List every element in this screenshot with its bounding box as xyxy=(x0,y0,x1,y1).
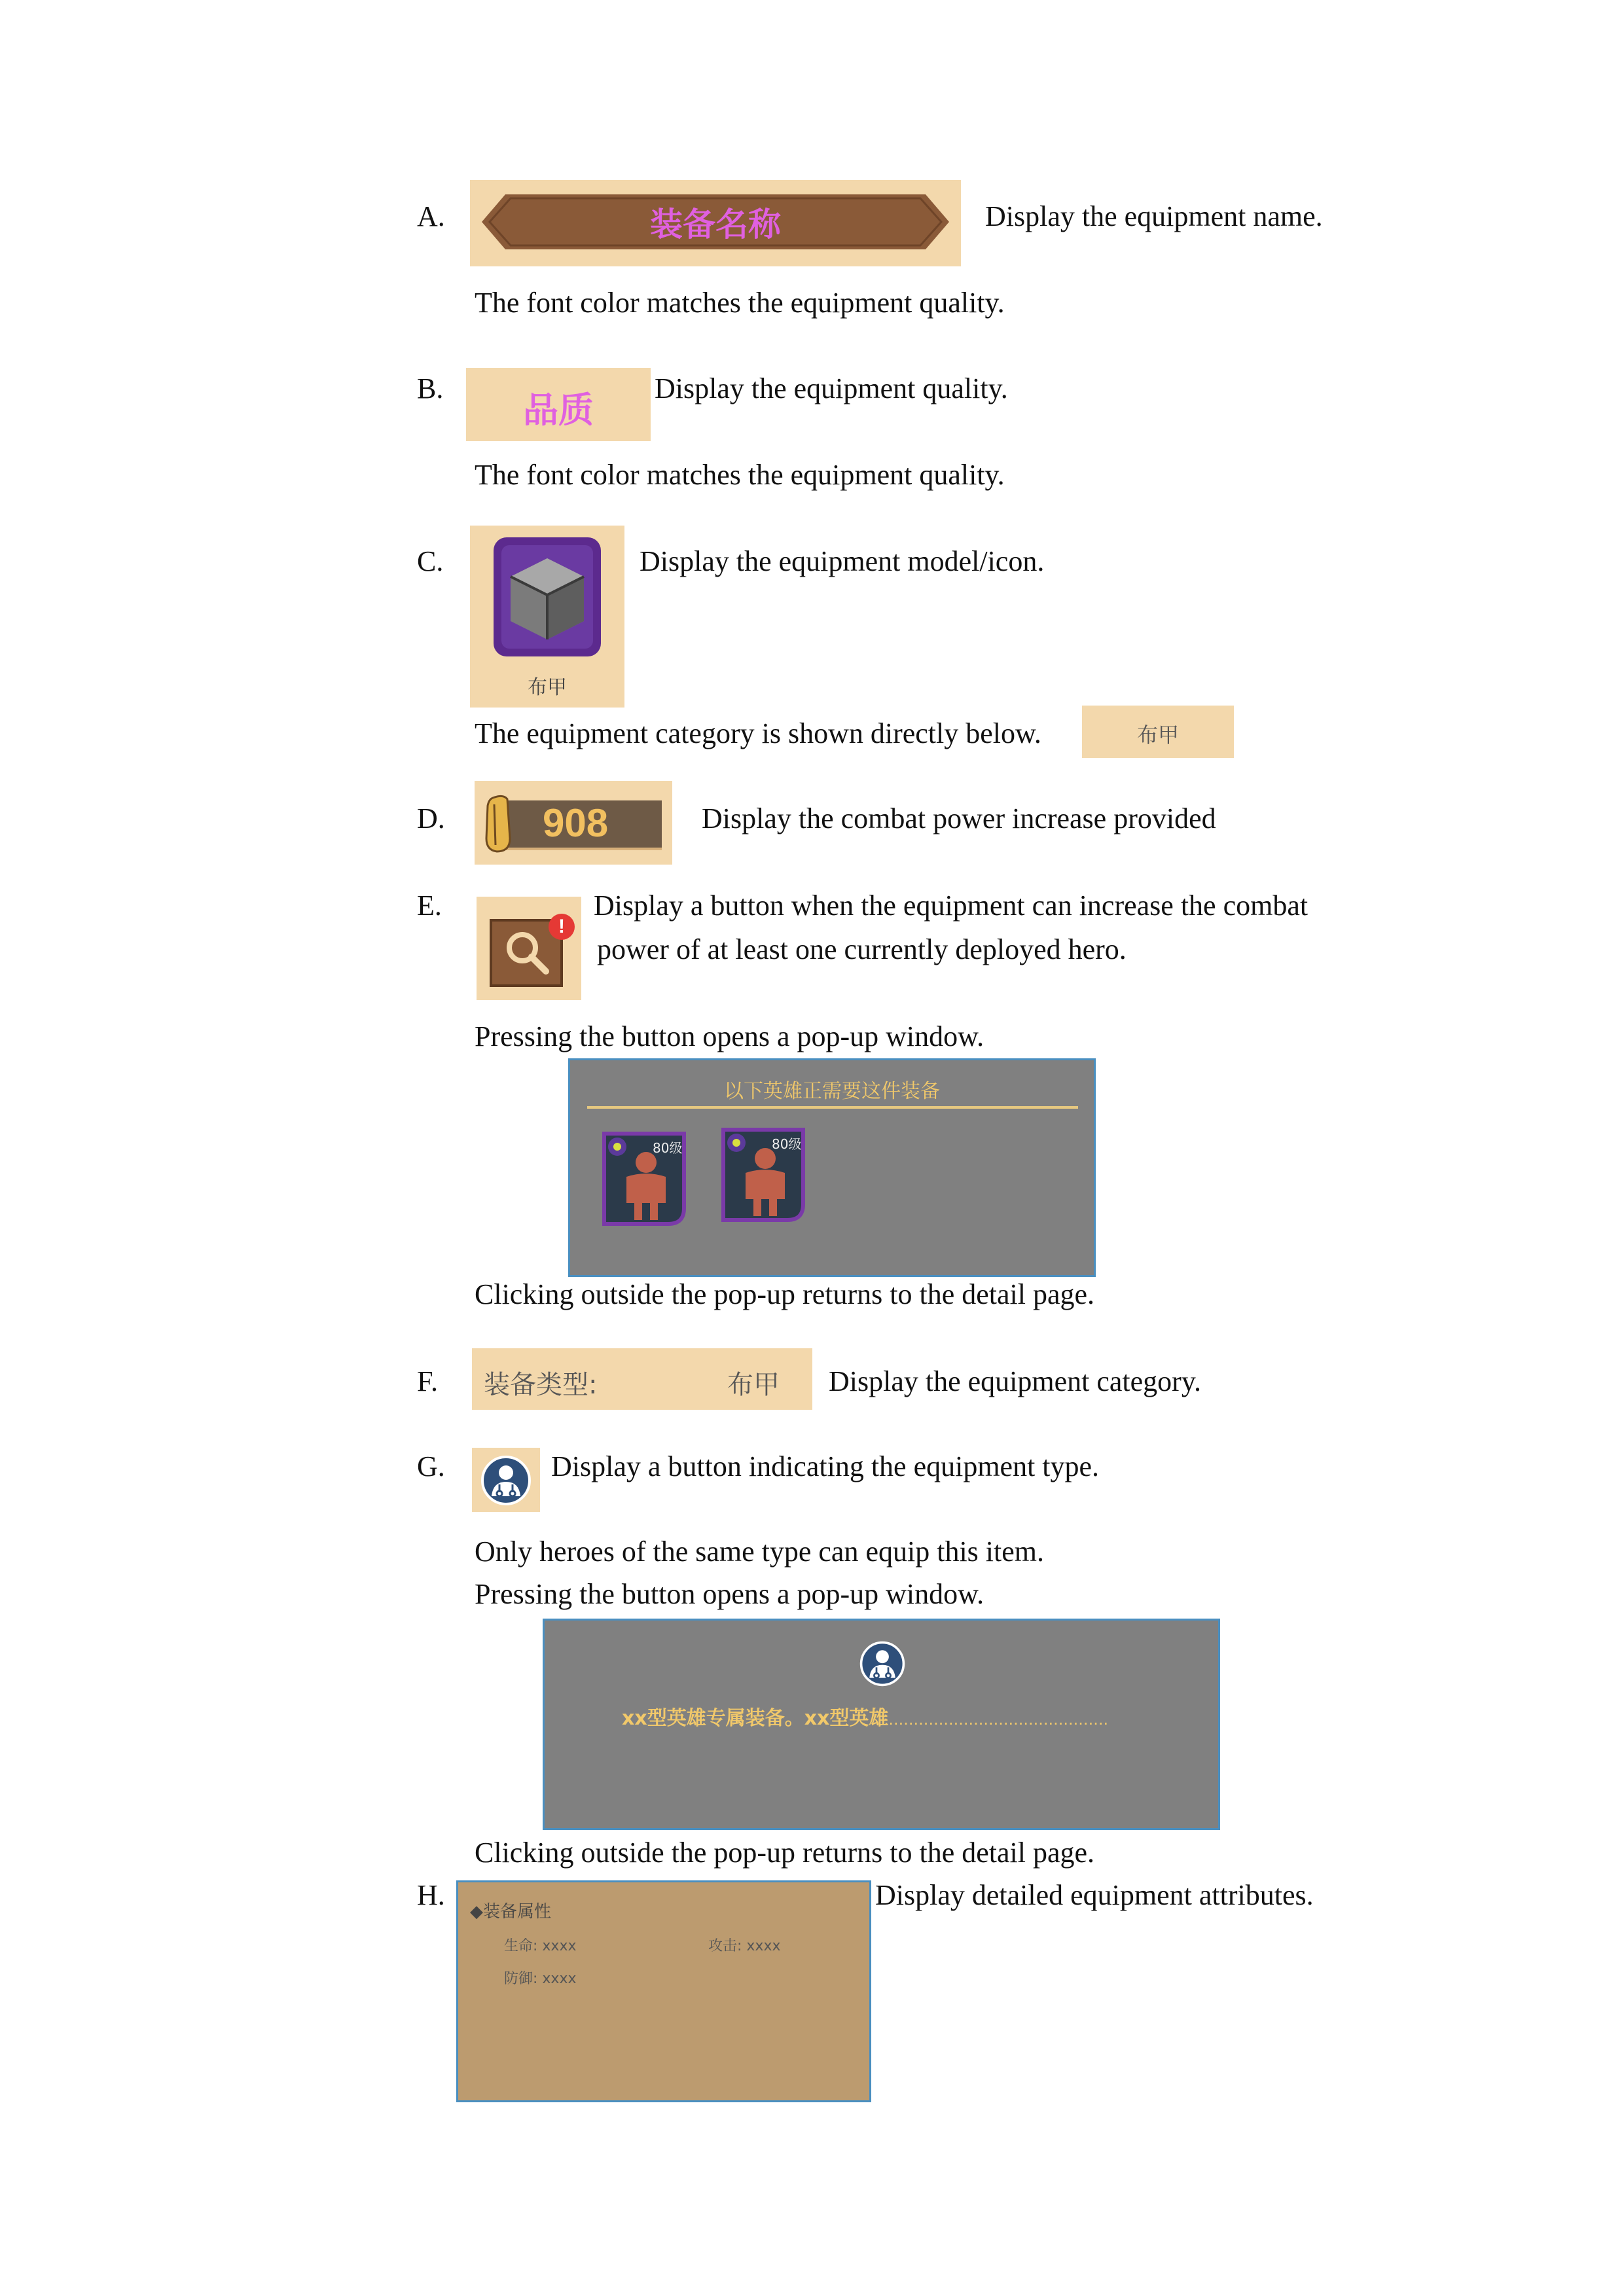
attributes-title: ◆装备属性 xyxy=(470,1902,551,1922)
category-chip: 布甲 xyxy=(1082,706,1234,758)
type-button[interactable] xyxy=(472,1448,540,1512)
attributes-panel xyxy=(456,1880,871,2102)
desc-f: Display the equipment category. xyxy=(829,1365,1201,1397)
desc-d: Display the combat power increase provided xyxy=(702,802,1216,834)
cube-icon xyxy=(492,536,602,658)
note-g-1: Only heroes of the same type can equip this item. xyxy=(475,1535,1044,1568)
recommend-button[interactable] xyxy=(477,897,581,1000)
desc-a: Display the equipment name. xyxy=(985,200,1323,232)
alert-badge-icon: ! xyxy=(549,914,575,940)
doctor-icon xyxy=(480,1454,532,1507)
attr-atk: 攻击: xxxx xyxy=(708,1938,781,1954)
letter-c: C. xyxy=(417,545,444,577)
desc-e-line1: Display a button when the equipment can increase the combat xyxy=(594,889,1308,922)
desc-c: Display the equipment model/icon. xyxy=(640,545,1045,577)
hero-card[interactable] xyxy=(600,1130,688,1228)
combat-power-value: 908 xyxy=(543,801,609,845)
doctor-icon xyxy=(859,1640,906,1687)
icon-caption: 布甲 xyxy=(528,676,567,699)
combat-power-sample xyxy=(475,781,672,865)
category-value: 布甲 xyxy=(727,1370,780,1400)
hero-type-icon xyxy=(608,1138,626,1156)
magnifier-icon xyxy=(500,925,552,978)
quality-sample xyxy=(466,368,651,441)
letter-e: E. xyxy=(417,889,442,922)
letter-d: D. xyxy=(417,802,445,834)
after-e: Clicking outside the pop-up returns to the detail page. xyxy=(475,1278,1095,1310)
note-a: The font color matches the equipment quality. xyxy=(475,287,1005,319)
note-b: The font color matches the equipment quality. xyxy=(475,459,1005,491)
attr-def: 防御: xxxx xyxy=(504,1971,577,1987)
desc-b: Display the equipment quality. xyxy=(655,372,1008,404)
note-e: Pressing the button opens a pop-up window. xyxy=(475,1020,984,1052)
desc-g: Display a button indicating the equipment type. xyxy=(551,1450,1100,1482)
hero-card[interactable] xyxy=(719,1126,807,1224)
equipment-name-text: 装备名称 xyxy=(650,206,781,243)
hero-type-icon xyxy=(727,1134,746,1152)
attr-hp: 生命: xxxx xyxy=(504,1938,577,1954)
letter-a: A. xyxy=(417,200,445,232)
category-row xyxy=(472,1348,812,1410)
quality-text: 品质 xyxy=(523,389,594,431)
after-g: Clicking outside the pop-up returns to the detail page. xyxy=(475,1837,1095,1869)
hero-need-popup xyxy=(568,1058,1096,1277)
hero-level: 80级 xyxy=(653,1140,683,1156)
type-popup xyxy=(543,1619,1220,1830)
popup-title: 以下英雄正需要这件装备 xyxy=(724,1080,940,1103)
desc-h: Display detailed equipment attributes. xyxy=(875,1879,1314,1911)
popup-divider xyxy=(587,1106,1078,1109)
equipment-icon-sample xyxy=(470,526,624,708)
fist-icon xyxy=(481,793,527,855)
note-c: The equipment category is shown directly below. xyxy=(475,717,1041,749)
type-popup-text: xx型英雄专属装备。xx型英雄............................................ xyxy=(622,1707,1109,1730)
letter-b: B. xyxy=(417,372,444,404)
note-g-2: Pressing the button opens a pop-up window. xyxy=(475,1578,984,1610)
letter-f: F. xyxy=(417,1365,438,1397)
equipment-name-sample xyxy=(470,180,961,266)
letter-g: G. xyxy=(417,1450,445,1482)
letter-h: H. xyxy=(417,1879,445,1911)
category-label: 装备类型: xyxy=(484,1370,598,1400)
desc-e-line2: power of at least one currently deployed hero. xyxy=(597,933,1127,965)
hero-level: 80级 xyxy=(772,1136,802,1152)
